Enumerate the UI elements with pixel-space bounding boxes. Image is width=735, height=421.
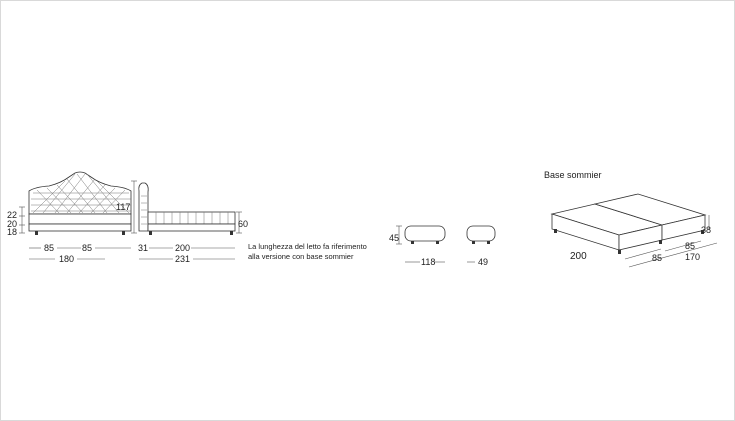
sommier-width-b: 85 xyxy=(652,253,663,263)
front-half-width-right: 85 xyxy=(82,243,93,253)
length-note-line-2: alla versione con base sommier xyxy=(248,252,354,261)
sommier-width-a: 85 xyxy=(685,241,696,251)
length-note-line-1: La lunghezza del letto fa riferimento xyxy=(248,242,367,251)
front-total-width: 180 xyxy=(59,254,75,264)
front-headboard-dim: 22 xyxy=(7,210,18,220)
sommier-length: 200 xyxy=(570,251,587,262)
technical-drawing xyxy=(1,1,734,420)
bench-large-height: 45 xyxy=(389,233,400,243)
side-frame-length: 200 xyxy=(175,243,191,253)
bench-small-length: 49 xyxy=(478,257,489,267)
side-view-bed xyxy=(139,183,235,235)
side-total-height: 117 xyxy=(116,202,131,212)
front-half-width-left: 85 xyxy=(44,243,55,253)
bench-large-length: 118 xyxy=(421,257,436,267)
sommier-total-width: 170 xyxy=(685,252,701,262)
front-mattress-dim: 20 xyxy=(7,219,18,229)
side-total-length: 231 xyxy=(175,254,191,264)
front-view-left-dimensions xyxy=(19,207,25,233)
side-frame-height: 60 xyxy=(238,219,249,229)
base-sommier-title: Base sommier xyxy=(544,170,602,180)
front-base-dim: 18 xyxy=(7,227,18,237)
side-headboard-depth: 31 xyxy=(138,243,149,253)
sommier-height: 38 xyxy=(701,225,712,235)
